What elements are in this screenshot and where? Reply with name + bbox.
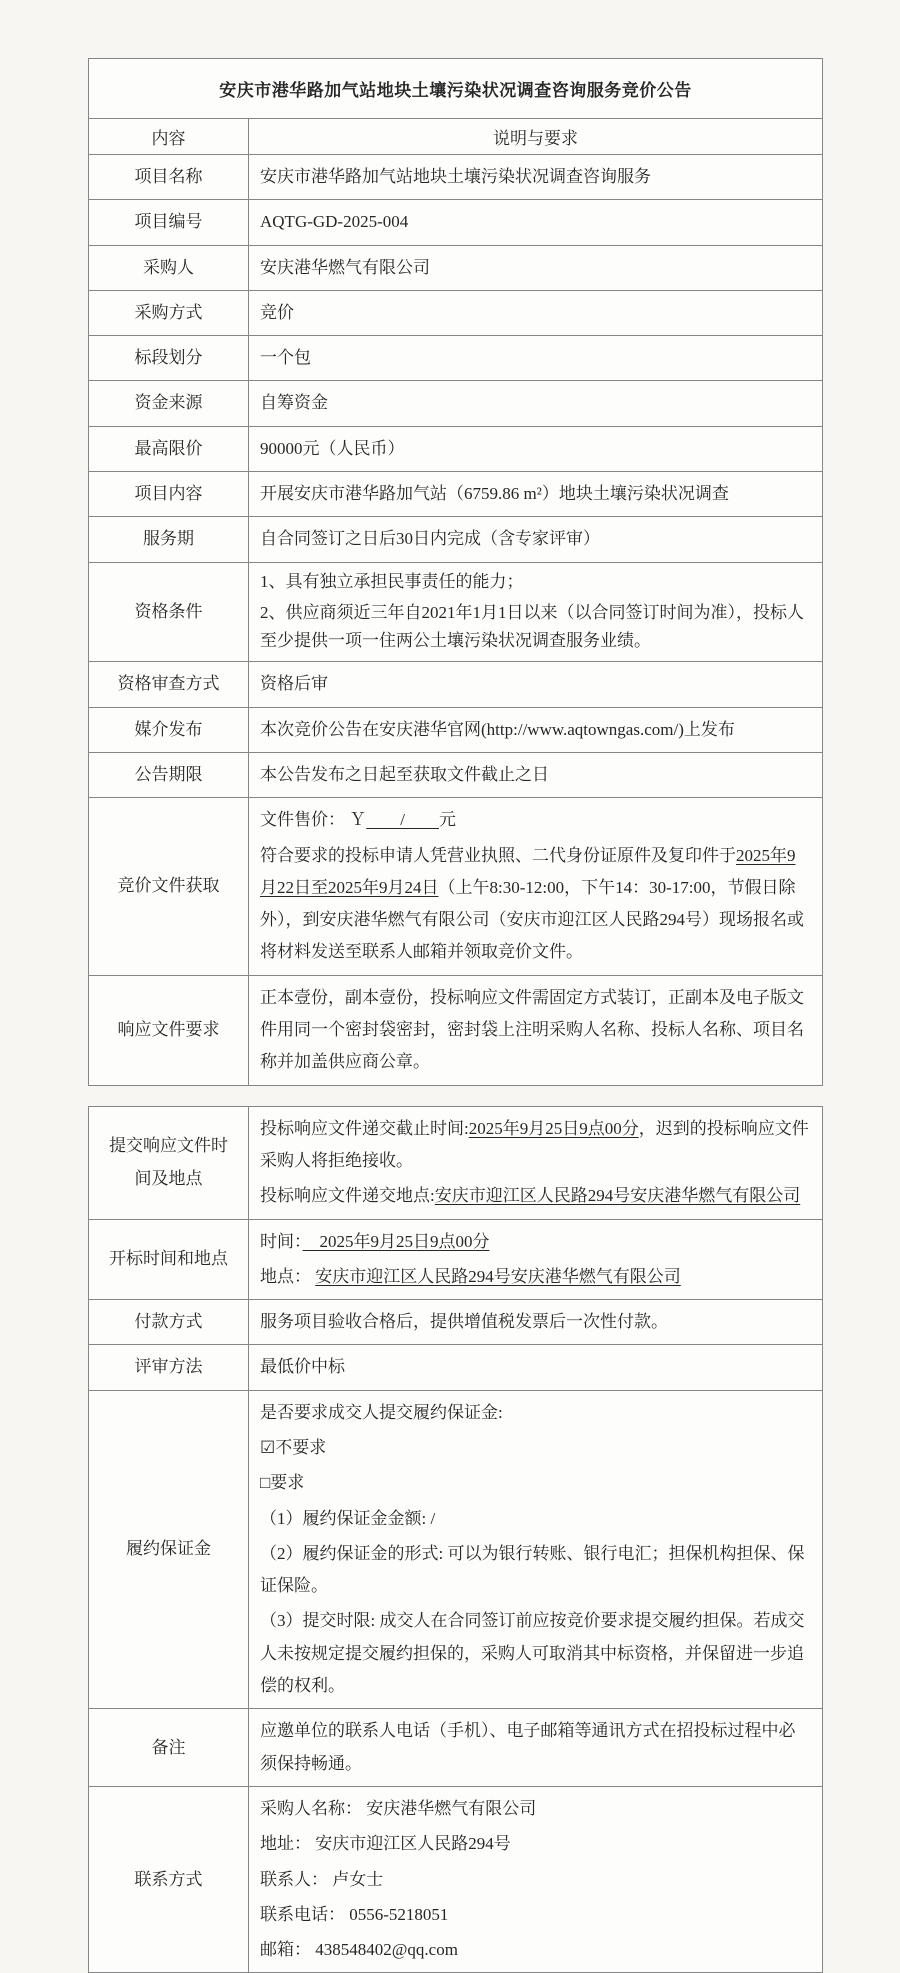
row-label: 媒介发布 — [89, 707, 249, 752]
row-label: 履约保证金 — [89, 1390, 249, 1709]
content-line — [260, 1828, 810, 1860]
row-label: 开标时间和地点 — [89, 1219, 249, 1300]
text-segment: 采购人名称： 安庆港华燃气有限公司 — [260, 1798, 537, 1818]
content-line — [260, 759, 810, 791]
row-content — [249, 1219, 823, 1300]
text-segment: 竞价 — [260, 302, 294, 322]
row-label: 最高限价 — [89, 426, 249, 471]
text-segment: ，迟到的投标响应文件采购人将拒绝接收。 — [260, 1118, 809, 1170]
text-segment: 元 — [438, 810, 456, 830]
table-row — [89, 336, 823, 381]
content-line — [260, 342, 810, 374]
text-segment: 投标响应文件递交截止时间: — [260, 1118, 469, 1138]
text-segment: 邮箱： 438548402@qq.com — [260, 1940, 458, 1960]
table-row — [89, 245, 823, 290]
row-content — [249, 1300, 823, 1345]
text-segment: 投标响应文件递交地点: — [260, 1186, 435, 1206]
row-label: 评审方法 — [89, 1345, 249, 1390]
row-content — [249, 975, 823, 1085]
row-label: 响应文件要求 — [89, 975, 249, 1085]
header-row — [89, 119, 823, 155]
text-segment: 本次竞价公告在安庆港华官网( — [260, 719, 487, 739]
row-label: 联系方式 — [89, 1786, 249, 1972]
row-content — [249, 200, 823, 245]
table-row — [89, 975, 823, 1085]
website-url-text: http://www.aqtowngas.com/ — [486, 719, 679, 739]
bidding-notice-table-main — [88, 58, 823, 1086]
row-label: 备注 — [89, 1709, 249, 1787]
table-row — [89, 426, 823, 471]
row-content — [249, 1106, 823, 1219]
row-label: 付款方式 — [89, 1300, 249, 1345]
row-content — [249, 1390, 823, 1709]
text-segment: 不要求 — [275, 1437, 327, 1457]
table-row — [89, 1390, 823, 1709]
row-content — [249, 1345, 823, 1390]
row-content — [249, 662, 823, 707]
row-label: 资格审查方式 — [89, 662, 249, 707]
row-content — [249, 472, 823, 517]
text-segment: 2025年9月25日9点00分 — [302, 1231, 490, 1251]
table-row — [89, 155, 823, 200]
table-row — [89, 1786, 823, 1972]
text-segment: )上发布 — [678, 719, 735, 739]
content-line — [260, 982, 810, 1079]
text-segment: （3）提交时限: 成交人在合同签订前应按竞价要求提交履约担保。若成交人未按规定提交履约担保的，采购人可取消其中标资格，并保留进一步追偿的权利。 — [260, 1611, 805, 1696]
content-line — [260, 523, 810, 555]
content-line — [260, 1432, 810, 1464]
content-line — [260, 478, 810, 510]
row-content — [249, 1786, 823, 1972]
document-title: 安庆市港华路加气站地块土壤污染状况调查咨询服务竞价公告 — [89, 59, 823, 119]
text-segment: 90000元（人民币） — [260, 438, 405, 458]
table-row — [89, 752, 823, 797]
text-segment: 安庆市迎江区人民路294号安庆港华燃气有限公司 — [315, 1266, 681, 1286]
table-row — [89, 562, 823, 662]
text-segment: 安庆市港华路加气站地块土壤污染状况调查咨询服务 — [260, 167, 651, 186]
row-content — [249, 707, 823, 752]
row-label: 资格条件 — [89, 562, 249, 662]
text-segment: 文件售价： Ｙ — [260, 810, 367, 830]
content-line — [260, 1226, 810, 1258]
row-content — [249, 336, 823, 381]
content-line — [260, 206, 810, 238]
content-line — [260, 1351, 810, 1383]
text-segment: 应邀单位的联系人电话（手机）、电子邮箱等通讯方式在招投标过程中必须保持畅通。 — [260, 1721, 796, 1773]
content-line — [260, 297, 810, 329]
content-line — [260, 1467, 810, 1499]
text-segment: 最低价中标 — [260, 1357, 345, 1377]
row-label: 项目名称 — [89, 155, 249, 200]
row-label: 提交响应文件时间及地点 — [89, 1106, 249, 1219]
content-line — [260, 1180, 810, 1212]
content-line — [260, 1899, 810, 1931]
table-row — [89, 517, 823, 562]
content-line — [260, 1793, 810, 1825]
content-line — [260, 1715, 810, 1780]
row-label: 项目内容 — [89, 472, 249, 517]
table-row — [89, 200, 823, 245]
text-segment: 自筹资金 — [260, 393, 328, 413]
table-row — [89, 472, 823, 517]
content-line — [260, 433, 810, 465]
text-segment: 1、具有独立承担民事责任的能力； — [260, 571, 524, 591]
table-row — [89, 707, 823, 752]
content-line — [260, 1397, 810, 1429]
row-label: 资金来源 — [89, 381, 249, 426]
content-line — [260, 568, 810, 597]
row-label: 公告期限 — [89, 752, 249, 797]
row-label: 服务期 — [89, 517, 249, 562]
text-segment: 开展安庆市港华路加气站（6759.86 m²）地块土壤污染状况调查 — [260, 484, 729, 504]
content-line — [260, 1934, 810, 1966]
content-line — [260, 161, 810, 193]
title-row — [89, 59, 823, 119]
content-line — [260, 1864, 810, 1896]
text-segment: 安庆港华燃气有限公司 — [260, 257, 430, 277]
content-line — [260, 1605, 810, 1702]
checkbox-checked-icon: ☑ — [260, 1437, 276, 1457]
content-line — [260, 714, 810, 746]
content-line — [260, 804, 810, 836]
text-segment: 一个包 — [260, 348, 311, 368]
table-row — [89, 1709, 823, 1787]
row-label: 项目编号 — [89, 200, 249, 245]
table-row — [89, 381, 823, 426]
text-segment: 本公告发布之日起至获取文件截止之日 — [260, 764, 549, 784]
row-content — [249, 562, 823, 662]
text-segment: 正本壹份，副本壹份，投标响应文件需固定方式装订，正副本及电子版文件用同一个密封袋密封，密封袋上注明采购人名称、投标人名称、项目名称并加盖供应商公章。 — [260, 987, 804, 1072]
table-row — [89, 1106, 823, 1219]
row-label: 采购方式 — [89, 290, 249, 335]
column-header-description: 说明与要求 — [249, 119, 823, 155]
content-line — [260, 1261, 810, 1293]
text-segment: 符合要求的投标申请人凭营业执照、二代身份证原件及复印件于 — [260, 845, 736, 865]
content-line — [260, 1113, 810, 1178]
bidding-notice-table-secondary — [88, 1106, 823, 1973]
text-segment: AQTG-GD-2025-004 — [260, 212, 409, 232]
row-content — [249, 245, 823, 290]
content-line — [260, 1306, 810, 1338]
content-line — [260, 1503, 810, 1535]
text-segment: （1）履约保证金金额: / — [260, 1508, 436, 1528]
text-segment: 2025年9月22日至2025年9月24日 — [260, 845, 796, 897]
text-segment: 资格后审 — [260, 674, 328, 694]
text-segment: 时间： — [260, 1231, 303, 1251]
row-content — [249, 752, 823, 797]
text-segment: 要求 — [270, 1473, 305, 1493]
row-label: 竞价文件获取 — [89, 798, 249, 975]
text-segment: 地址： 安庆市迎江区人民路294号 — [260, 1834, 511, 1854]
text-segment: 联系人： 卢女士 — [260, 1869, 384, 1889]
text-segment: （上午8:30-12:00，下午14：30-17:00，节假日除外），到安庆港华燃气有限公司（安庆市迎江区人民路294号）现场报名或将材料发送至联系人邮箱并领取竞价文件。 — [260, 877, 804, 962]
row-content — [249, 517, 823, 562]
table-row — [89, 798, 823, 975]
row-content — [249, 1709, 823, 1787]
checkbox-unchecked-icon: □ — [260, 1473, 271, 1493]
content-line — [260, 840, 810, 969]
blank-underline: / — [366, 810, 439, 830]
text-segment: 是否要求成交人提交履约保证金: — [260, 1402, 503, 1422]
text-segment: 联系电话： 0556-5218051 — [260, 1904, 449, 1924]
column-header-content: 内容 — [89, 119, 249, 155]
table-row — [89, 290, 823, 335]
row-label: 标段划分 — [89, 336, 249, 381]
text-segment: 安庆市迎江区人民路294号安庆港华燃气有限公司 — [434, 1186, 801, 1206]
row-content — [249, 290, 823, 335]
table-row — [89, 1300, 823, 1345]
row-label: 采购人 — [89, 245, 249, 290]
content-line — [260, 599, 810, 657]
text-segment: （2）履约保证金的形式: 可以为银行转账、银行电汇；担保机构担保、保证保险。 — [260, 1543, 805, 1596]
text-segment: 2、供应商须近三年自2021年1月1日以来（以合同签订时间为准），投标人至少提供一项一住两公土壤污染状况调查服务业绩。 — [260, 602, 804, 651]
table-row — [89, 662, 823, 707]
content-line — [260, 387, 810, 419]
text-segment: 自合同签订之日后30日内完成（含专家评审） — [260, 529, 600, 549]
row-content — [249, 155, 823, 200]
table-row — [89, 1219, 823, 1300]
row-content — [249, 426, 823, 471]
content-line — [260, 668, 810, 700]
text-segment: 2025年9月25日9点00分 — [468, 1118, 639, 1138]
table-row — [89, 1345, 823, 1390]
content-line — [260, 1538, 810, 1603]
text-segment: 地点： — [260, 1266, 316, 1286]
row-content — [249, 381, 823, 426]
text-segment: 服务项目验收合格后，提供增值税发票后一次性付款。 — [260, 1312, 668, 1332]
content-line — [260, 252, 810, 284]
row-content — [249, 798, 823, 975]
